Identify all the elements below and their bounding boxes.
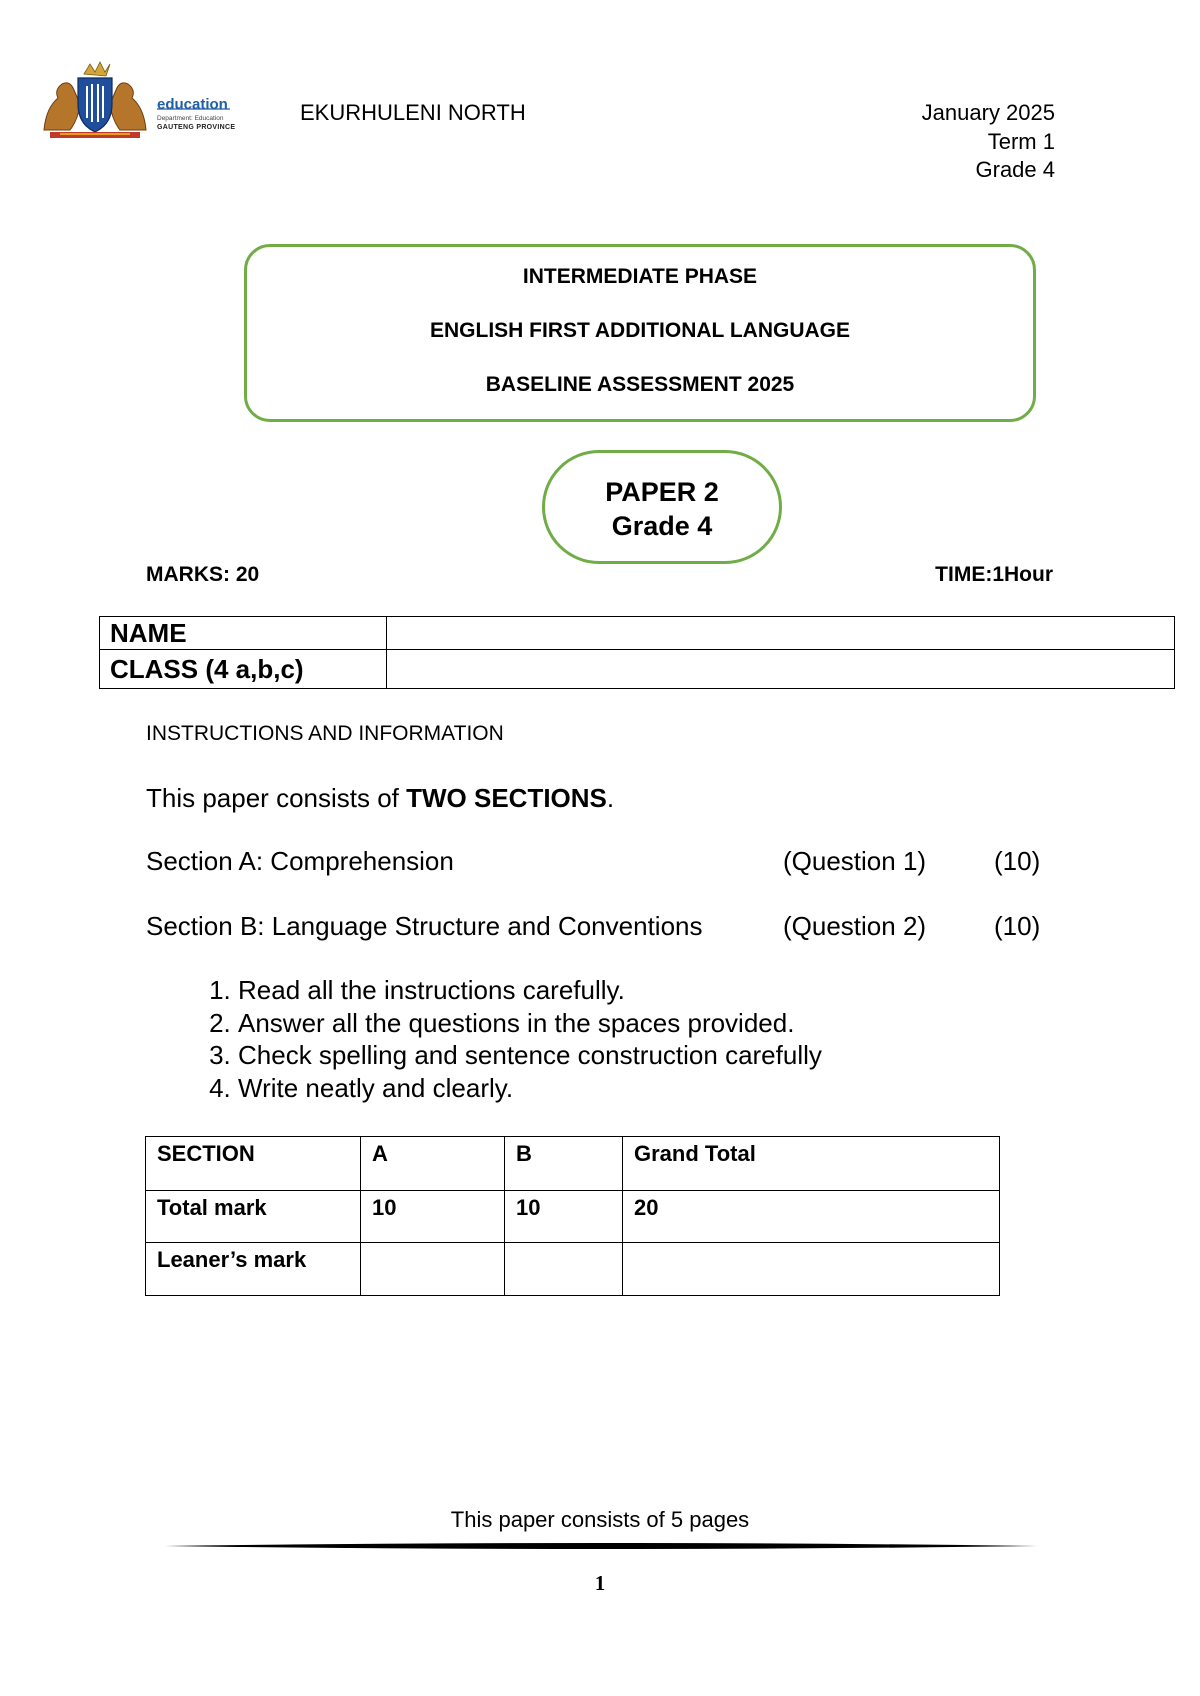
total-marks: MARKS: 20	[146, 563, 260, 586]
exam-time: TIME:1Hour	[935, 563, 1053, 586]
table-cell: Leaner’s mark	[146, 1243, 361, 1296]
district-name: EKURHULENI NORTH	[300, 100, 526, 125]
logo-province: GAUTENG PROVINCE	[157, 124, 236, 131]
score-table	[145, 1136, 1000, 1296]
header-meta	[922, 99, 1055, 185]
list-item: 2. Answer all the questions in the spaces provided.	[238, 1007, 822, 1040]
title-box	[244, 244, 1036, 422]
learner-mark-a-field[interactable]	[361, 1243, 505, 1296]
logo-department: Department: Education	[157, 115, 224, 122]
table-row	[146, 1243, 1000, 1296]
section-question: (Question 1)	[783, 846, 927, 876]
class-field[interactable]	[387, 650, 1175, 689]
table-cell: 20	[623, 1191, 1000, 1243]
name-field[interactable]	[387, 617, 1175, 650]
section-name: Section B: Language Structure and Conventions	[146, 911, 703, 941]
consists-suffix: .	[606, 783, 615, 813]
paper-badge	[542, 450, 782, 564]
list-item: 4. Write neatly and clearly.	[238, 1072, 822, 1105]
exam-term: Term 1	[987, 128, 1055, 154]
paper-number: PAPER 2	[605, 477, 719, 507]
table-row	[146, 1191, 1000, 1243]
table-cell: A	[361, 1137, 505, 1191]
learner-mark-b-field[interactable]	[505, 1243, 623, 1296]
section-question: (Question 2)	[783, 911, 927, 941]
list-item: 3. Check spelling and sentence construction carefully	[238, 1039, 822, 1072]
section-marks: (10)	[994, 846, 1041, 876]
instructions-heading: INSTRUCTIONS AND INFORMATION	[146, 722, 504, 745]
table-row	[100, 617, 1175, 650]
footer-divider	[165, 1541, 1037, 1551]
paper-structure-statement	[146, 783, 614, 814]
table-cell: 10	[361, 1191, 505, 1243]
phase-title: INTERMEDIATE PHASE	[522, 265, 758, 288]
assessment-title: BASELINE ASSESSMENT 2025	[485, 373, 795, 396]
logo-word: education	[157, 96, 228, 113]
table-cell: SECTION	[146, 1137, 361, 1191]
exam-grade: Grade 4	[975, 157, 1055, 182]
section-name: Section A: Comprehension	[146, 846, 454, 876]
page-count-note: This paper consists of 5 pages	[450, 1507, 750, 1532]
page-number: 1	[594, 1571, 606, 1595]
consists-prefix: This paper consists of	[146, 783, 407, 813]
table-row	[100, 650, 1175, 689]
table-cell: 10	[505, 1191, 623, 1243]
exam-date: January 2025	[921, 100, 1055, 125]
list-item: 1. Read all the instructions carefully.	[238, 974, 822, 1007]
instruction-list	[198, 974, 822, 1104]
paper-grade: Grade 4	[611, 511, 713, 541]
consists-bold: TWO SECTIONS	[406, 783, 607, 813]
learner-grand-total-field[interactable]	[623, 1243, 1000, 1296]
class-label: CLASS (4 a,b,c)	[100, 650, 387, 689]
section-marks: (10)	[994, 911, 1041, 941]
learner-details-table	[99, 616, 1175, 689]
name-label: NAME	[100, 617, 387, 650]
table-row	[146, 1137, 1000, 1191]
subject-title: ENGLISH FIRST ADDITIONAL LANGUAGE	[430, 319, 850, 342]
table-cell: Grand Total	[623, 1137, 1000, 1191]
table-cell: B	[505, 1137, 623, 1191]
table-cell: Total mark	[146, 1191, 361, 1243]
